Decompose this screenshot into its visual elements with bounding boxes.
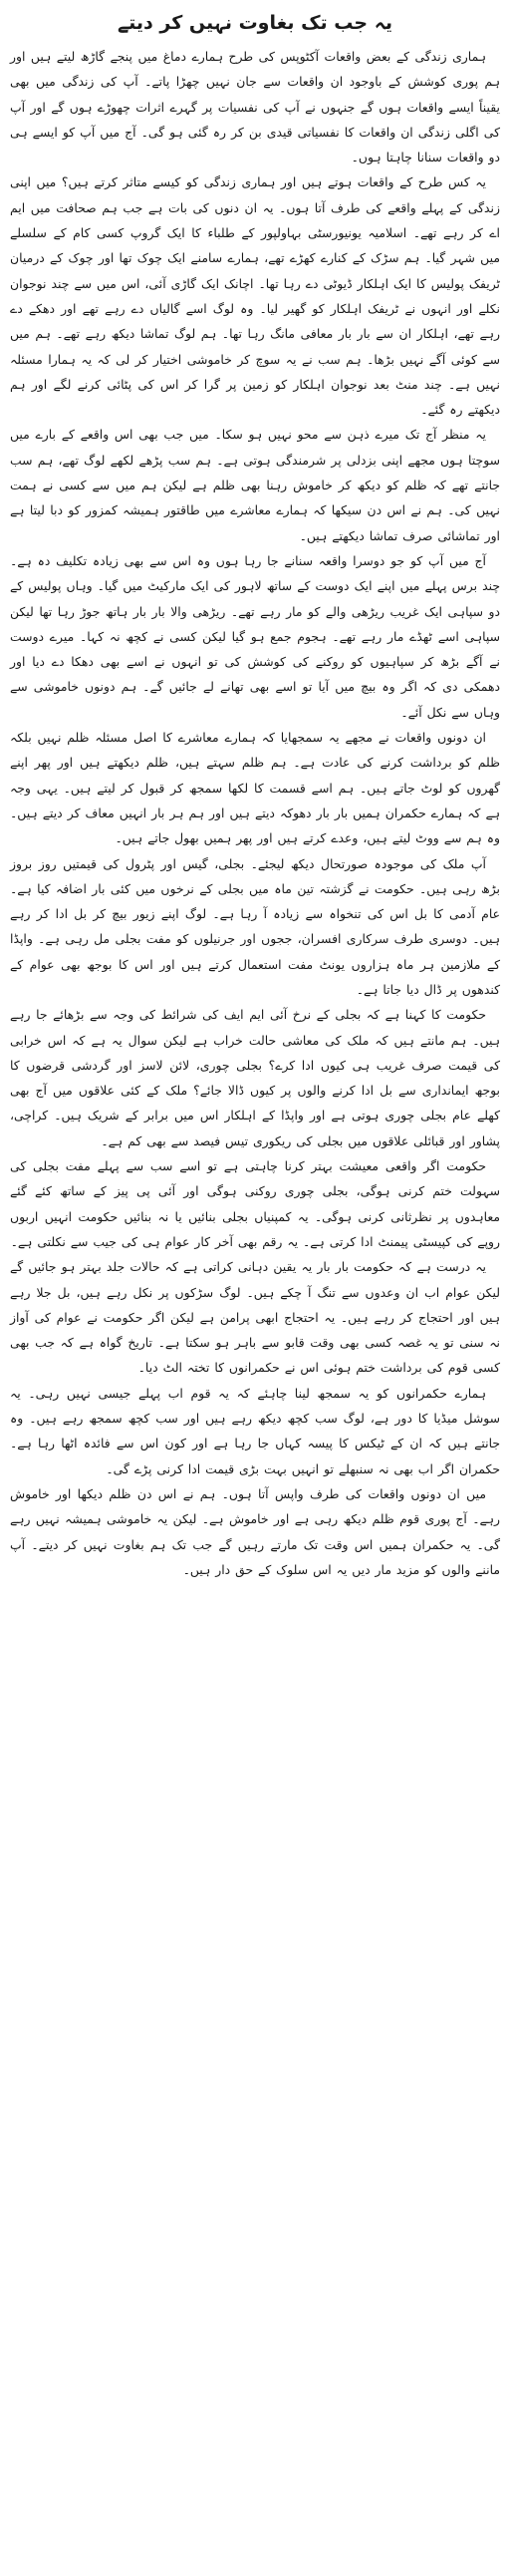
column-headline: یہ جب تک بغاوت نہیں کر دیتے	[117, 12, 392, 34]
column-paragraph: یہ منظر آج تک میرے ذہن سے محو نہیں ہو سکا۔ میں جب بھی اس واقعے کے بارے میں سوچتا ہوں مجھے اپنی بزدلی پر شرمندگی ہوتی ہے۔ ہم سب پڑھے لکھے لوگ تھے، ہم سب جانتے تھے کہ ظلم کو دیکھ کر خاموش رہنا بھی ظلم ہے لیکن ہم میں سے کسی نے ہمت نہیں کی۔ ہم نے اس دن سیکھا کہ ہمارے معاشرے میں طاقتور ہمیشہ کمزور کو دبا لیتا ہے اور تماشائی صرف تماشا دیکھتے ہیں۔	[10, 427, 500, 543]
column-paragraph: ان دونوں واقعات نے مجھے یہ سمجھایا کہ ہمارے معاشرے کا اصل مسئلہ ظلم نہیں بلکہ ظلم کو برداشت کرنے کی عادت ہے۔ ہم ظلم سہتے ہیں، ظلم دیکھتے ہیں اور پھر اپنے گھروں کو لوٹ جاتے ہیں۔ ہم اسے قسمت کا لکھا سمجھ کر قبول کر لیتے ہیں۔ یہی وجہ ہے کہ ہمارے حکمران ہمیں بار بار دھوکہ دیتے ہیں اور ہم ہر بار انہیں معاف کر دیتے ہیں۔ وہ ہم سے ووٹ لیتے ہیں، وعدے کرتے ہیں اور پھر ہمیں بھول جاتے ہیں۔	[10, 730, 500, 846]
column-paragraph: حکومت کا کہنا ہے کہ بجلی کے نرخ آئی ایم ایف کی شرائط کی وجہ سے بڑھائے جا رہے ہیں۔ ہم مانتے ہیں کہ ملک کی معاشی حالت خراب ہے لیکن سوال یہ ہے کہ اس خرابی کی قیمت صرف غریب ہی کیوں ادا کرے؟ بجلی چوری، لائن لاسز اور گردشی قرضوں کا بوجھ ایمانداری سے بل ادا کرنے والوں پر کیوں ڈالا جائے؟ ملک کے کئی علاقوں میں آج بھی کھلے عام بجلی چوری ہوتی ہے اور واپڈا کے اہلکار اس میں برابر کے شریک ہیں۔ کراچی، پشاور اور قبائلی علاقوں میں بجلی کی ریکوری تیس فیصد سے بھی کم ہے۔	[10, 1007, 500, 1148]
column-paragraph: میں ان دونوں واقعات کی طرف واپس آتا ہوں۔ ہم نے اس دن ظلم دیکھا اور خاموش رہے۔ آج پوری قوم ظلم دیکھ رہی ہے اور خاموش ہے۔ لیکن یہ خاموشی ہمیشہ نہیں رہے گی۔ یہ حکمران ہمیں اس وقت تک مارتے رہیں گے جب تک ہم بغاوت نہیں کر دیتے۔ آپ ماننے والوں کو مزید مار دیں یہ اس سلوک کے حق دار ہیں۔	[10, 1485, 500, 1577]
column-paragraph: یہ درست ہے کہ حکومت بار بار یہ یقین دہانی کراتی ہے کہ حالات جلد بہتر ہو جائیں گے لیکن عوام اب ان وعدوں سے تنگ آ چکے ہیں۔ لوگ سڑکوں پر نکل رہے ہیں، بل جلا رہے ہیں اور احتجاج کر رہے ہیں۔ یہ احتجاج ابھی پرامن ہے لیکن اگر حکومت نے عوام کی آواز نہ سنی تو یہ غصہ کسی بھی وقت قابو سے باہر ہو سکتا ہے۔ تاریخ گواہ ہے کہ جب بھی کسی قوم کی برداشت ختم ہوئی اس نے حکمرانوں کا تختہ الٹ دیا۔	[10, 1259, 500, 1376]
column-paragraph: ہماری زندگی کے بعض واقعات آکٹوپس کی طرح ہمارے دماغ میں پنجے گاڑھ لیتے ہیں اور ہم پوری کوشش کے باوجود ان واقعات سے جان نہیں چھڑا پاتے۔ آپ کی زندگی میں بھی یقیناً ایسے واقعات ہوں گے جنہوں نے آپ کی نفسیات پر گہرے اثرات چھوڑے ہوں گے اور آپ کی اگلی زندگی ان واقعات کا نفسیاتی قیدی بن کر رہ گئی ہو گی۔ آج میں آپ کو ایسے ہی دو واقعات سنانا چاہتا ہوں۔	[10, 49, 500, 165]
column-body	[10, 44, 500, 1582]
column-paragraph: یہ کس طرح کے واقعات ہوتے ہیں اور ہماری زندگی کو کیسے متاثر کرتے ہیں؟ میں اپنی زندگی کے پہلے واقعے کی طرف آتا ہوں۔ یہ ان دنوں کی بات ہے جب ہم صحافت میں ایم اے کر رہے تھے۔ اسلامیہ یونیورسٹی بہاولپور کے طلباء کا ایک گروپ کسی کام کے سلسلے میں شہر گیا۔ ہم سڑک کے کنارے کھڑے تھے، ہمارے سامنے ایک چوک تھا اور چوک کے درمیان ٹریفک پولیس کا ایک اہلکار ڈیوٹی دے رہا تھا۔ اچانک ایک گاڑی آئی، اس میں سے چند نوجوان نکلے اور انہوں نے ٹریفک اہلکار کو گھیر لیا۔ وہ لوگ اسے گالیاں دے رہے تھے اور دھکے دے رہے تھے، اہلکار ان سے بار بار معافی مانگ رہا تھا۔ ہم لوگ تماشا دیکھ رہے تھے۔ ہم میں سے کوئی آگے نہیں بڑھا۔ ہم سب نے یہ سوچ کر خاموشی اختیار کر لی کہ یہ ہمارا مسئلہ نہیں ہے۔ چند منٹ بعد نوجوان اہلکار کو زمین پر گرا کر اس کی پٹائی کرنے لگے اور ہم دیکھتے رہ گئے۔	[10, 174, 500, 418]
column-paragraph: ہمارے حکمرانوں کو یہ سمجھ لینا چاہئے کہ یہ قوم اب پہلے جیسی نہیں رہی۔ یہ سوشل میڈیا کا دور ہے، لوگ سب کچھ دیکھ رہے ہیں اور سب کچھ سمجھ رہے ہیں۔ وہ جانتے ہیں کہ ان کے ٹیکس کا پیسہ کہاں جا رہا ہے اور کون اس سے فائدہ اٹھا رہا ہے۔ حکمران اگر اب بھی نہ سنبھلے تو انہیں بہت بڑی قیمت ادا کرنی پڑے گی۔	[10, 1385, 500, 1476]
column-paragraph: حکومت اگر واقعی معیشت بہتر کرنا چاہتی ہے تو اسے سب سے پہلے مفت بجلی کی سہولت ختم کرنی ہوگی، بجلی چوری روکنی ہوگی اور آئی پی پیز کے ساتھ کئے گئے معاہدوں پر نظرثانی کرنی ہوگی۔ یہ کمپنیاں بجلی بنائیں یا نہ بنائیں حکومت انہیں اربوں روپے کی کپیسٹی پیمنٹ ادا کرتی ہے۔ یہ رقم بھی آخر کار عوام ہی کی جیب سے نکلتی ہے۔	[10, 1158, 500, 1249]
column-paragraph: آپ ملک کی موجودہ صورتحال دیکھ لیجئے۔ بجلی، گیس اور پٹرول کی قیمتیں روز بروز بڑھ رہی ہیں۔ حکومت نے گزشتہ تین ماہ میں بجلی کے نرخوں میں کئی بار اضافہ کیا ہے۔ عام آدمی کا بل اس کی تنخواہ سے زیادہ آ رہا ہے۔ لوگ اپنے زیور بیچ کر بل ادا کر رہے ہیں۔ دوسری طرف سرکاری افسران، ججوں اور جرنیلوں کو مفت بجلی مل رہی ہے۔ واپڈا کے ملازمین ہر ماہ ہزاروں یونٹ مفت استعمال کرتے ہیں اور اس کا بوجھ بھی عوام کے کندھوں پر ڈال دیا جاتا ہے۔	[10, 855, 500, 997]
column-paragraph: آج میں آپ کو جو دوسرا واقعہ سنانے جا رہا ہوں وہ اس سے بھی زیادہ تکلیف دہ ہے۔ چند برس پہلے میں اپنے ایک دوست کے ساتھ لاہور کی ایک مارکیٹ میں گیا۔ وہاں پولیس کے دو سپاہی ایک غریب ریڑھی والے کو مار رہے تھے۔ ریڑھی والا بار بار ہاتھ جوڑ رہا تھا لیکن سپاہی اسے ٹھڈے مار رہے تھے۔ ہجوم جمع ہو گیا لیکن کسی نے کچھ نہ کہا۔ میرے دوست نے آگے بڑھ کر سپاہیوں کو روکنے کی کوشش کی تو انہوں نے اسے بھی دھکا دے دیا اور دھمکی دی کہ اگر وہ بیچ میں آیا تو اسے بھی تھانے لے جائیں گے۔ ہم دونوں خاموشی سے وہاں سے نکل آئے۔	[10, 552, 500, 720]
